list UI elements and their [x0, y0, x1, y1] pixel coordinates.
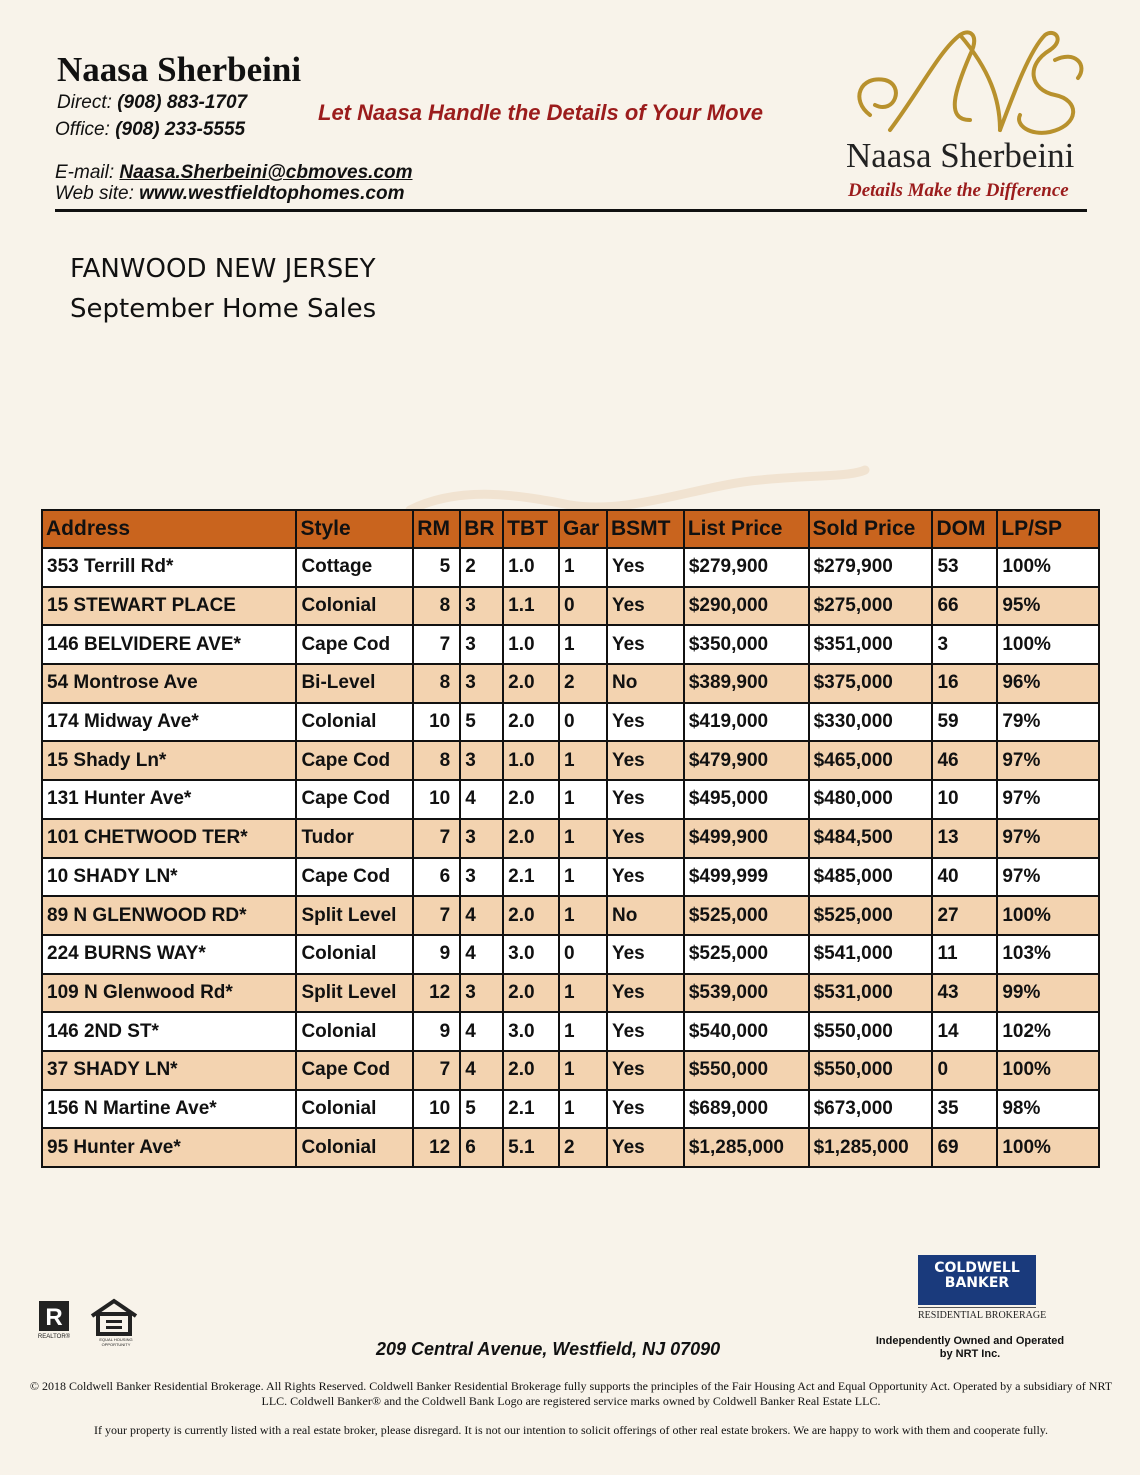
column-header-br: BR: [460, 510, 503, 548]
cell-bsmt: Yes: [607, 625, 684, 664]
cell-list-price: $279,900: [684, 548, 809, 587]
ownership-line1: Independently Owned and Operated: [875, 1335, 1065, 1347]
email-link[interactable]: Naasa.Sherbeini@cbmoves.com: [119, 162, 413, 183]
logo-slogan: Details Make the Difference: [848, 180, 1069, 201]
cell-br: 3: [460, 819, 503, 858]
cell-rm: 7: [413, 625, 460, 664]
cell-sold-price: $484,500: [809, 819, 933, 858]
cell-br: 3: [460, 974, 503, 1013]
cell-address: 15 Shady Ln*: [42, 741, 296, 780]
cell-address: 146 2ND ST*: [42, 1012, 296, 1051]
cell-lp-sp: 100%: [997, 548, 1099, 587]
table-header-row: [42, 510, 1099, 548]
cell-tbt: 2.0: [503, 819, 559, 858]
cell-address: 109 N Glenwood Rd*: [42, 974, 296, 1013]
cell-br: 4: [460, 780, 503, 819]
cell-tbt: 5.1: [503, 1128, 559, 1167]
cell-rm: 8: [413, 664, 460, 703]
cell-dom: 11: [932, 935, 997, 974]
table-row: [42, 703, 1099, 742]
cell-list-price: $499,999: [684, 858, 809, 897]
cell-list-price: $525,000: [684, 935, 809, 974]
cell-bsmt: Yes: [607, 935, 684, 974]
cell-style: Split Level: [296, 896, 413, 935]
cell-style: Colonial: [296, 1128, 413, 1167]
cell-gar: 1: [559, 819, 607, 858]
cell-address: 224 BURNS WAY*: [42, 935, 296, 974]
cell-sold-price: $465,000: [809, 741, 933, 780]
cell-dom: 66: [932, 587, 997, 626]
cell-sold-price: $485,000: [809, 858, 933, 897]
table-body: [42, 548, 1099, 1167]
cell-rm: 6: [413, 858, 460, 897]
column-header-tbt: TBT: [503, 510, 559, 548]
cell-bsmt: Yes: [607, 974, 684, 1013]
cell-lp-sp: 103%: [997, 935, 1099, 974]
cell-bsmt: Yes: [607, 703, 684, 742]
cell-style: Bi-Level: [296, 664, 413, 703]
cell-br: 4: [460, 1051, 503, 1090]
office-address: 209 Central Avenue, Westfield, NJ 07090: [376, 1339, 721, 1359]
cell-br: 6: [460, 1128, 503, 1167]
cell-style: Cape Cod: [296, 780, 413, 819]
table-row: [42, 935, 1099, 974]
cell-style: Cape Cod: [296, 741, 413, 780]
cell-br: 4: [460, 1012, 503, 1051]
cell-tbt: 1.0: [503, 741, 559, 780]
cell-bsmt: Yes: [607, 858, 684, 897]
brokerage-logo-line1: COLDWELL: [934, 1260, 1020, 1276]
logo-name: Naasa Sherbeini: [846, 136, 1075, 175]
cell-gar: 1: [559, 858, 607, 897]
cell-sold-price: $525,000: [809, 896, 933, 935]
cell-lp-sp: 95%: [997, 587, 1099, 626]
cell-style: Cape Cod: [296, 1051, 413, 1090]
cell-list-price: $350,000: [684, 625, 809, 664]
cell-gar: 2: [559, 664, 607, 703]
cell-dom: 59: [932, 703, 997, 742]
office-phone: (908) 233-5555: [115, 119, 246, 140]
cell-sold-price: $375,000: [809, 664, 933, 703]
cell-list-price: $525,000: [684, 896, 809, 935]
cell-gar: 1: [559, 548, 607, 587]
email-label: E-mail:: [55, 162, 115, 183]
table-row: [42, 741, 1099, 780]
svg-text:R: R: [45, 1304, 63, 1331]
cell-bsmt: Yes: [607, 587, 684, 626]
cell-tbt: 2.0: [503, 780, 559, 819]
cell-bsmt: No: [607, 664, 684, 703]
cell-style: Colonial: [296, 935, 413, 974]
cell-dom: 40: [932, 858, 997, 897]
legal-notice: © 2018 Coldwell Banker Residential Brokerage. All Rights Reserved. Coldwell Banker Residential Brokerage fully supports the principles of the Fair Housing Act and Equal Opportunity Act. Operated by a subsidiary of NRT LLC. Coldwell Banker® and the Coldwell Bank Logo are registered service marks owned by Coldwell Banker Real Estate LLC.: [29, 1379, 1113, 1408]
cell-lp-sp: 100%: [997, 1128, 1099, 1167]
cell-list-price: $1,285,000: [684, 1128, 809, 1167]
cell-gar: 0: [559, 935, 607, 974]
ns-monogram-logo: [850, 20, 1090, 145]
ownership-note: [860, 1335, 1080, 1361]
cell-tbt: 2.1: [503, 1090, 559, 1129]
cell-style: Split Level: [296, 974, 413, 1013]
cell-sold-price: $351,000: [809, 625, 933, 664]
document-subtitle: September Home Sales: [70, 294, 377, 324]
direct-phone-line: [57, 92, 247, 114]
cell-rm: 12: [413, 1128, 460, 1167]
cell-address: 131 Hunter Ave*: [42, 780, 296, 819]
brokerage-logo-line2: BANKER: [944, 1275, 1010, 1291]
cell-gar: 1: [559, 896, 607, 935]
cell-tbt: 3.0: [503, 1012, 559, 1051]
direct-phone: (908) 883-1707: [117, 92, 248, 113]
cell-address: 95 Hunter Ave*: [42, 1128, 296, 1167]
cell-tbt: 2.0: [503, 896, 559, 935]
direct-label: Direct:: [57, 92, 112, 113]
cell-br: 5: [460, 703, 503, 742]
column-header-sold-price: Sold Price: [809, 510, 933, 548]
column-header-gar: Gar: [559, 510, 607, 548]
cell-gar: 1: [559, 1012, 607, 1051]
cell-lp-sp: 99%: [997, 974, 1099, 1013]
cell-br: 5: [460, 1090, 503, 1129]
cell-style: Cottage: [296, 548, 413, 587]
tagline: Let Naasa Handle the Details of Your Move: [318, 100, 764, 125]
cell-rm: 12: [413, 974, 460, 1013]
website-label: Web site:: [55, 183, 134, 204]
cell-dom: 13: [932, 819, 997, 858]
cell-dom: 69: [932, 1128, 997, 1167]
equal-housing-label: EQUAL HOUSING OPPORTUNITY: [99, 1337, 133, 1347]
cell-dom: 0: [932, 1051, 997, 1090]
cell-rm: 7: [413, 896, 460, 935]
table-row: [42, 819, 1099, 858]
cell-rm: 7: [413, 819, 460, 858]
column-header-rm: RM: [413, 510, 460, 548]
column-header-style: Style: [296, 510, 413, 548]
column-header-list-price: List Price: [684, 510, 809, 548]
cell-br: 3: [460, 858, 503, 897]
cell-lp-sp: 79%: [997, 703, 1099, 742]
cell-rm: 8: [413, 741, 460, 780]
cell-gar: 1: [559, 780, 607, 819]
cell-dom: 3: [932, 625, 997, 664]
cell-bsmt: Yes: [607, 741, 684, 780]
cell-dom: 27: [932, 896, 997, 935]
cell-tbt: 2.1: [503, 858, 559, 897]
broker-disclaimer: If your property is currently listed with a real estate broker, please disregard. It is not our intention to solicit offerings of other real estate brokers. We are happy to work with them and cooperate fully.: [93, 1423, 1049, 1437]
cell-address: 101 CHETWOOD TER*: [42, 819, 296, 858]
cell-bsmt: Yes: [607, 1051, 684, 1090]
cell-list-price: $495,000: [684, 780, 809, 819]
cell-lp-sp: 97%: [997, 858, 1099, 897]
office-label: Office:: [55, 119, 110, 140]
table-row: [42, 664, 1099, 703]
cell-sold-price: $550,000: [809, 1012, 933, 1051]
cell-address: 37 SHADY LN*: [42, 1051, 296, 1090]
header-divider: [55, 209, 1087, 212]
agent-name: Naasa Sherbeini: [57, 50, 302, 89]
cell-tbt: 1.1: [503, 587, 559, 626]
cell-lp-sp: 96%: [997, 664, 1099, 703]
cell-dom: 46: [932, 741, 997, 780]
brokerage-logo-rule: [918, 1307, 1036, 1308]
table-row: [42, 974, 1099, 1013]
cell-gar: 2: [559, 1128, 607, 1167]
cell-bsmt: Yes: [607, 1128, 684, 1167]
cell-lp-sp: 97%: [997, 819, 1099, 858]
cell-sold-price: $550,000: [809, 1051, 933, 1090]
ownership-line2: by NRT Inc.: [939, 1348, 1001, 1360]
cell-list-price: $419,000: [684, 703, 809, 742]
cell-list-price: $550,000: [684, 1051, 809, 1090]
cell-bsmt: Yes: [607, 780, 684, 819]
cell-tbt: 2.0: [503, 1051, 559, 1090]
cell-br: 4: [460, 935, 503, 974]
column-header-bsmt: BSMT: [607, 510, 684, 548]
cell-style: Colonial: [296, 703, 413, 742]
cell-sold-price: $541,000: [809, 935, 933, 974]
cell-sold-price: $330,000: [809, 703, 933, 742]
cell-tbt: 3.0: [503, 935, 559, 974]
cell-rm: 9: [413, 1012, 460, 1051]
cell-sold-price: $673,000: [809, 1090, 933, 1129]
cell-tbt: 2.0: [503, 974, 559, 1013]
cell-sold-price: $480,000: [809, 780, 933, 819]
cell-address: 15 STEWART PLACE: [42, 587, 296, 626]
cell-br: 3: [460, 741, 503, 780]
cell-rm: 7: [413, 1051, 460, 1090]
cell-br: 3: [460, 664, 503, 703]
table-row: [42, 1090, 1099, 1129]
website-line: [55, 183, 404, 205]
column-header-lp-sp: LP/SP: [997, 510, 1099, 548]
office-phone-line: [55, 119, 245, 141]
column-header-dom: DOM: [932, 510, 997, 548]
cell-bsmt: Yes: [607, 548, 684, 587]
cell-lp-sp: 102%: [997, 1012, 1099, 1051]
table-row: [42, 780, 1099, 819]
cell-sold-price: $531,000: [809, 974, 933, 1013]
cell-gar: 1: [559, 741, 607, 780]
table-row: [42, 1051, 1099, 1090]
cell-style: Colonial: [296, 1090, 413, 1129]
table-row: [42, 896, 1099, 935]
cell-sold-price: $279,900: [809, 548, 933, 587]
cell-tbt: 2.0: [503, 664, 559, 703]
cell-style: Cape Cod: [296, 625, 413, 664]
website-link[interactable]: www.westfieldtophomes.com: [139, 183, 405, 204]
cell-lp-sp: 100%: [997, 896, 1099, 935]
cell-gar: 0: [559, 587, 607, 626]
cell-lp-sp: 100%: [997, 1051, 1099, 1090]
cell-rm: 9: [413, 935, 460, 974]
coldwell-banker-logo: [918, 1255, 1036, 1305]
cell-address: 54 Montrose Ave: [42, 664, 296, 703]
cell-address: 174 Midway Ave*: [42, 703, 296, 742]
email-line: [55, 162, 413, 184]
cell-style: Tudor: [296, 819, 413, 858]
table-row: [42, 548, 1099, 587]
cell-address: 156 N Martine Ave*: [42, 1090, 296, 1129]
cell-rm: 5: [413, 548, 460, 587]
cell-lp-sp: 98%: [997, 1090, 1099, 1129]
cell-gar: 1: [559, 1090, 607, 1129]
cell-list-price: $539,000: [684, 974, 809, 1013]
table-row: [42, 625, 1099, 664]
cell-dom: 14: [932, 1012, 997, 1051]
brokerage-subtitle: RESIDENTIAL BROKERAGE: [918, 1310, 1047, 1321]
cell-br: 4: [460, 896, 503, 935]
cell-list-price: $479,900: [684, 741, 809, 780]
cell-address: 10 SHADY LN*: [42, 858, 296, 897]
cell-rm: 10: [413, 780, 460, 819]
cell-lp-sp: 97%: [997, 780, 1099, 819]
cell-list-price: $689,000: [684, 1090, 809, 1129]
cell-rm: 10: [413, 1090, 460, 1129]
cell-tbt: 2.0: [503, 703, 559, 742]
cell-br: 3: [460, 625, 503, 664]
cell-br: 2: [460, 548, 503, 587]
cell-dom: 35: [932, 1090, 997, 1129]
cell-address: 353 Terrill Rd*: [42, 548, 296, 587]
table-row: [42, 587, 1099, 626]
cell-dom: 10: [932, 780, 997, 819]
table-row: [42, 1012, 1099, 1051]
cell-gar: 1: [559, 1051, 607, 1090]
cell-dom: 16: [932, 664, 997, 703]
cell-bsmt: Yes: [607, 819, 684, 858]
cell-tbt: 1.0: [503, 548, 559, 587]
cell-list-price: $499,900: [684, 819, 809, 858]
cell-list-price: $540,000: [684, 1012, 809, 1051]
cell-bsmt: Yes: [607, 1090, 684, 1129]
cell-tbt: 1.0: [503, 625, 559, 664]
watermark-swirl: [400, 465, 870, 515]
document-title: FANWOOD NEW JERSEY: [70, 254, 376, 284]
cell-br: 3: [460, 587, 503, 626]
cell-rm: 10: [413, 703, 460, 742]
cell-lp-sp: 100%: [997, 625, 1099, 664]
cell-address: 89 N GLENWOOD RD*: [42, 896, 296, 935]
cell-gar: 1: [559, 974, 607, 1013]
cell-bsmt: Yes: [607, 1012, 684, 1051]
cell-bsmt: No: [607, 896, 684, 935]
cell-style: Colonial: [296, 587, 413, 626]
table-row: [42, 858, 1099, 897]
cell-lp-sp: 97%: [997, 741, 1099, 780]
cell-gar: 0: [559, 703, 607, 742]
column-header-address: Address: [42, 510, 296, 548]
cell-style: Colonial: [296, 1012, 413, 1051]
cell-list-price: $389,900: [684, 664, 809, 703]
home-sales-table: [41, 509, 1100, 1168]
realtor-icon: [37, 1300, 73, 1340]
cell-list-price: $290,000: [684, 587, 809, 626]
table-row: [42, 1128, 1099, 1167]
cell-dom: 53: [932, 548, 997, 587]
cell-gar: 1: [559, 625, 607, 664]
cell-address: 146 BELVIDERE AVE*: [42, 625, 296, 664]
cell-sold-price: $1,285,000: [809, 1128, 933, 1167]
realtor-label: REALTOR®: [37, 1334, 71, 1340]
cell-style: Cape Cod: [296, 858, 413, 897]
cell-dom: 43: [932, 974, 997, 1013]
cell-sold-price: $275,000: [809, 587, 933, 626]
cell-rm: 8: [413, 587, 460, 626]
